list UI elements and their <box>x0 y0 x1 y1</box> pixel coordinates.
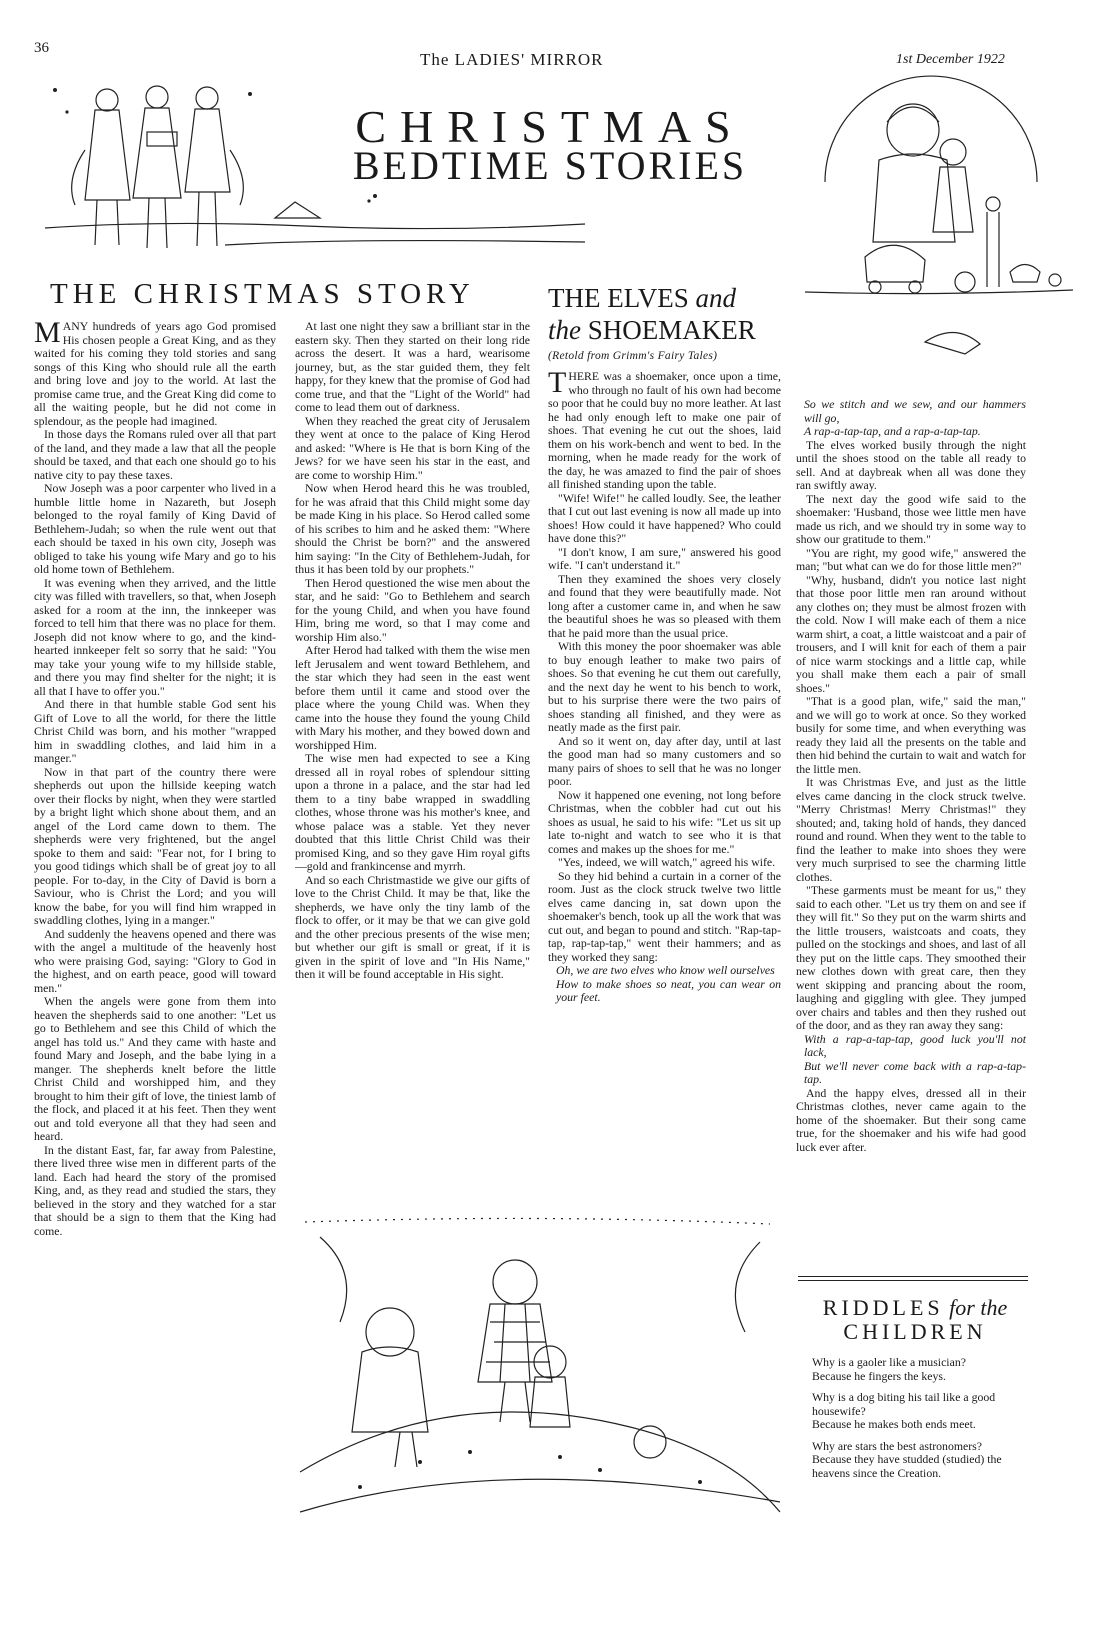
paragraph: HERE was a shoemaker, once upon a time, who through no fault of his own had become so poor that he could buy no more leather. At last he had only enough left to make one pair of shoes. That evening he cut out the shoes, laid them on his work-bench and went to bed. In the morning, when he made ready for the work of the day, he was amazed to find the pair of shoes all finished standing upon the table. <box>548 370 781 491</box>
masthead: The LADIES' MIRROR <box>420 50 604 69</box>
christmas-story-column-1 <box>34 320 276 1490</box>
paragraph: The wise men had expected to see a King dressed all in royal robes of splendour sitting upon a throne in a palace, and the star had led them to a tiny babe wrapped in swaddling clothes, whose throne was his mother's knee, and whose palace was a stable. Yet they never doubted that this little Christ Child was their promised King, and so they gave Him royal gifts—gold and frankincense and myrrh. <box>295 751 530 873</box>
riddles-title-for: for the <box>949 1295 1008 1320</box>
paragraph: And suddenly the heavens opened and there was with the angel a multitude of the heavenly host who were praising God, saying: "Glory to God in the highest, and on earth peace, good will toward men." <box>34 926 276 995</box>
elves-title-and: and <box>695 283 736 313</box>
paragraph: At last one night they saw a brilliant star in the eastern sky. Then they started on their long ride across the desert. It was a hard, wearisome journey, but, as the star guided them, they felt happy, for they knew that the promise of God had come true, and that the "Light of the World" had come to lead them out of darkness. <box>295 320 530 414</box>
paragraph: And there in that humble stable God sent his Gift of Love to all the world, for there the little Christ Child was born, and his mother "wrapped him in swaddling clothes, and laid him in a manger." <box>34 697 276 765</box>
christmas-story-title: THE CHRISTMAS STORY <box>50 278 475 310</box>
main-title-line1: CHRISTMAS <box>355 101 745 152</box>
riddle <box>812 1391 1027 1432</box>
riddles-list <box>812 1356 1027 1488</box>
paragraph: Now when Herod heard this he was troubled, for he was afraid that this Child might some day be made King in his place. So Herod called some of his scribes to him and he asked them: "Where should the Christ be born?" and the answered him saying: "In the City of Bethlehem-Judah, for thus it has been told by our prophets." <box>295 481 530 576</box>
paragraph: When the angels were gone from them into heaven the shepherds said to one another: "Let us go to Bethlehem and see this Child of which the angel has told us." And they came with haste and found Mary and Joseph, and the babe lying in a manger. The shepherds knelt before the little Christ Child and worshipped him, and they brought to him their gift of love, the tiniest lamb of the flock, and placed it at his feet. Then they went out and told everyone all that they had seen and heard. <box>34 994 276 1143</box>
issue-date: 1st December 1922 <box>896 52 1005 67</box>
paragraph: In those days the Romans ruled over all that part of the land, and they made a law that all the people should be taxed, and that each one should go to his native city to pay these taxes. <box>34 427 276 482</box>
paragraph: Now Joseph was a poor carpenter who lived in a humble little home in Nazareth, but Joseph belonged to the royal family of King David of Bethlehem-Judah; so when the rule went out that each should be taxed in his own city, Joseph was obliged to take his young wife Mary and go to his old home town of Bethlehem. <box>34 481 276 576</box>
elves-column-2 <box>796 398 1026 1268</box>
paragraph: Now it happened one evening, not long before Christmas, when the cobbler had cut out his shoes as usual, he said to his wife: "Let us sit up late to-night and watch to see who it is that comes and makes up the shoes for me." <box>548 787 781 856</box>
paragraph: So they hid behind a curtain in a corner of the room. Just as the clock struck twelve two little elves came dancing in, sat down upon the shoemaker's bench, took up all the work that was cut out, and began to pound and stitch. "Rap-tap-tap, rap-tap-tap," went their hammers; and as they worked they sang: <box>548 868 781 964</box>
paragraph: "You are right, my good wife," answered the man; "but what can we do for those little men?" <box>796 545 1026 573</box>
paragraph: It was Christmas Eve, and just as the little elves came dancing in the clock struck twelve. "Merry Christmas! Merry Christmas!" they shouted; and, taking hold of hands, they danced round and round. When they went to the table to find the leather to make into shoes they were very much surprised to see the charming little clothes. <box>796 775 1026 884</box>
paragraph: With this money the poor shoemaker was able to buy enough leather to make two pairs of shoes. So that evening he cut them out carefully, and the next day he went to his bench to work, but to his surprise there were the two pairs of shoes standing all finished, and they were as neatly made as the first pair. <box>548 639 781 734</box>
paragraph: When they reached the great city of Jerusalem they went at once to the palace of King Herod and asked: "Where is He that is born King of the Jews? for we have seen his star in the east, and are come to worship Him." <box>295 413 530 482</box>
paragraph: The next day the good wife said to the shoemaker: 'Husband, those wee little men have made us rich, and we should try in some way to show our gratitude to them." <box>796 491 1026 546</box>
elves-title-the: the <box>548 315 581 345</box>
paragraph: After Herod had talked with them the wise men left Jerusalem and went toward Bethlehem, and the star which they had seen in the east went before them until it came and stood over the place where the young Child was. When they came into the house they found the young Child with Mary his mother, and they bowed down and worshipped Him. <box>295 643 530 752</box>
riddle-question: Why are stars the best astronomers? <box>812 1438 983 1453</box>
song-line: A rap-a-tap-tap, and a rap-a-tap-tap. <box>804 424 981 438</box>
riddles-title-b: CHILDREN <box>843 1319 987 1344</box>
paragraph: "These garments must be meant for us," they said to each other. "Let us try them on and see if they will fit." So they put on the warm shirts and the little trousers, waistcoats and coats, they pulled on the stockings and shoes, and last of all they put on the little caps. They smoothed their new clothes down with great care, then they went skipping and prancing about the room, laughing and giggling with glee. They jumped over chairs and tables and then they rushed out of the door, and as they ran away they sang: <box>796 883 1026 1032</box>
riddle <box>812 1440 1027 1481</box>
riddle-question: Why is a gaoler like a musician? <box>812 1355 966 1369</box>
paragraph: ANY hundreds of years ago God promised His chosen people a Great King, and as they waited for his coming they told stories and sang songs of this King who should rule all the earth and bring love and joy to the world. At last the promise came true, and the Great King did come to all the waiting people, but he did not come in splendour, as the people had imagined. <box>34 320 276 428</box>
paragraph: It was evening when they arrived, and the little city was filled with travellers, so that, when Joseph asked for a room at the inn, the innkeeper was forced to tell him that there was no place for them. Joseph did not know where to go, and the kind-hearted innkeeper felt so sorry that he said: "You may take your young wife to my hillside stable, and there you may find shelter for the night; it is all that I have to offer you." <box>34 575 276 698</box>
dropcap-m: M <box>34 320 61 349</box>
elves-title <box>548 282 798 346</box>
paragraph: "Yes, indeed, we will watch," agreed his wife. <box>558 855 776 869</box>
christmas-story-column-2 <box>295 320 530 1200</box>
divider <box>798 1276 1028 1277</box>
paragraph: And so it went on, day after day, until at last the good man had so many customers and so many pairs of shoes to sell that he was no longer poor. <box>548 733 781 788</box>
paragraph: And so each Christmastide we give our gifts of love to the Christ Child. It may be that, like the shepherds, we have only the tiny lamb of the flock to offer, or it may be that we can give gold and the other precious presents of the wise men; but whether our gift is small or great, if it is given in the spirit of love and "In His Name," then it will be found acceptable in His sight. <box>295 872 530 981</box>
riddle-question: Why is a dog biting his tail like a good housewife? <box>812 1390 996 1418</box>
paragraph: And the happy elves, dressed all in their Christmas clothes, never came again to the home of the shoemaker. But their song came true, for the shoemaker and his wife had good luck ever after. <box>796 1085 1026 1154</box>
song-line: But we'll never come back with a rap-a-tap-tap. <box>804 1058 1026 1086</box>
elves-title-b: SHOEMAKER <box>587 315 756 345</box>
elves-subtitle: (Retold from Grimm's Fairy Tales) <box>548 350 718 362</box>
divider <box>798 1280 1028 1281</box>
riddle-answer: Because they have studded (studied) the heavens since the Creation. <box>812 1452 1002 1480</box>
elves-column-1 <box>548 370 781 1200</box>
girl-with-toys-illustration <box>805 82 1075 382</box>
paragraph: "That is a good plan, wife," said the man," and we will go to work at once. So they worked busily for some time, and when everything was ready they laid all the presents on the table and then hid behind the curtain to wait and watch for the little men. <box>796 694 1026 776</box>
riddle <box>812 1356 1027 1383</box>
song-line: How to make shoes so neat, you can wear on your feet. <box>556 976 781 1004</box>
paragraph: Then they examined the shoes very closely and found that they were beautifully made. Not long after a customer came in, and when he saw the beautiful shoes he was so pleased with them that he paid more than the usual price. <box>548 571 781 640</box>
song-line: So we stitch and we sew, and our hammers will go, <box>804 398 1026 425</box>
elves-title-a: THE ELVES <box>548 283 689 313</box>
song-line: With a rap-a-tap-tap, good luck you'll not lack, <box>804 1031 1026 1059</box>
riddle-answer: Because he fingers the keys. <box>812 1368 946 1383</box>
paragraph: The elves worked busily through the night until the shoes stood on the table all ready to sell. And at daybreak when all was done they ran swiftly away. <box>796 437 1026 492</box>
dropcap-t: T <box>548 370 567 399</box>
riddles-title <box>800 1296 1030 1344</box>
riddles-title-a: RIDDLES <box>822 1295 944 1320</box>
song-line: Oh, we are two elves who know well ourselves <box>556 963 775 977</box>
riddle-answer: Because he makes both ends meet. <box>812 1417 976 1431</box>
paragraph: "Wife! Wife!" he called loudly. See, the leather that I cut out last evening is now all made up into shoes! How could it have happened? Who could have done this?" <box>548 490 781 545</box>
paragraph: "I don't know, I am sure," answered his good wife. "I can't understand it." <box>548 544 781 572</box>
paragraph: "Why, husband, didn't you notice last night that those poor little men ran around without any clothes on; they must be almost frozen with the cold. Now I will make each of them a nice warm shirt, a coat, a little waistcoat and a pair of trousers, and I will knit for each of them a pair of nice warm stockings and a little cap, while you shall make them each a pair of small shoes." <box>796 572 1026 695</box>
paragraph: Then Herod questioned the wise men about the star, and he said: "Go to Bethlehem and search for the young Child, and when you have found Him, bring me word, so that I may come and worship Him also." <box>295 575 530 644</box>
page-number: 36 <box>34 40 49 56</box>
paragraph: In the distant East, far, far away from Palestine, there lived three wise men in different parts of the land. Each had heard the story of the promised King, and, as they read and studied the stars, they believed in the story and they watched for a star that should be a sign to them that the King had come. <box>34 1142 276 1238</box>
children-on-hill-illustration <box>300 1212 780 1512</box>
main-title-line2: BEDTIME STORIES <box>352 143 748 188</box>
paragraph: Now in that part of the country there were shepherds out upon the hillside keeping watch over their flocks by night, when they were startled by a bright light which shone about them, and an angel of the Lord came down to them. The shepherds were very frightened, but the angel spoke to them and said: "Fear not, for I bring to you good tidings which shall be of great joy to all people. For to-day, in the City of David is born a Saviour, who is Christ the Lord; and you will know the babe, for you will find him wrapped in swaddling clothes, lying in a manger." <box>34 764 276 927</box>
